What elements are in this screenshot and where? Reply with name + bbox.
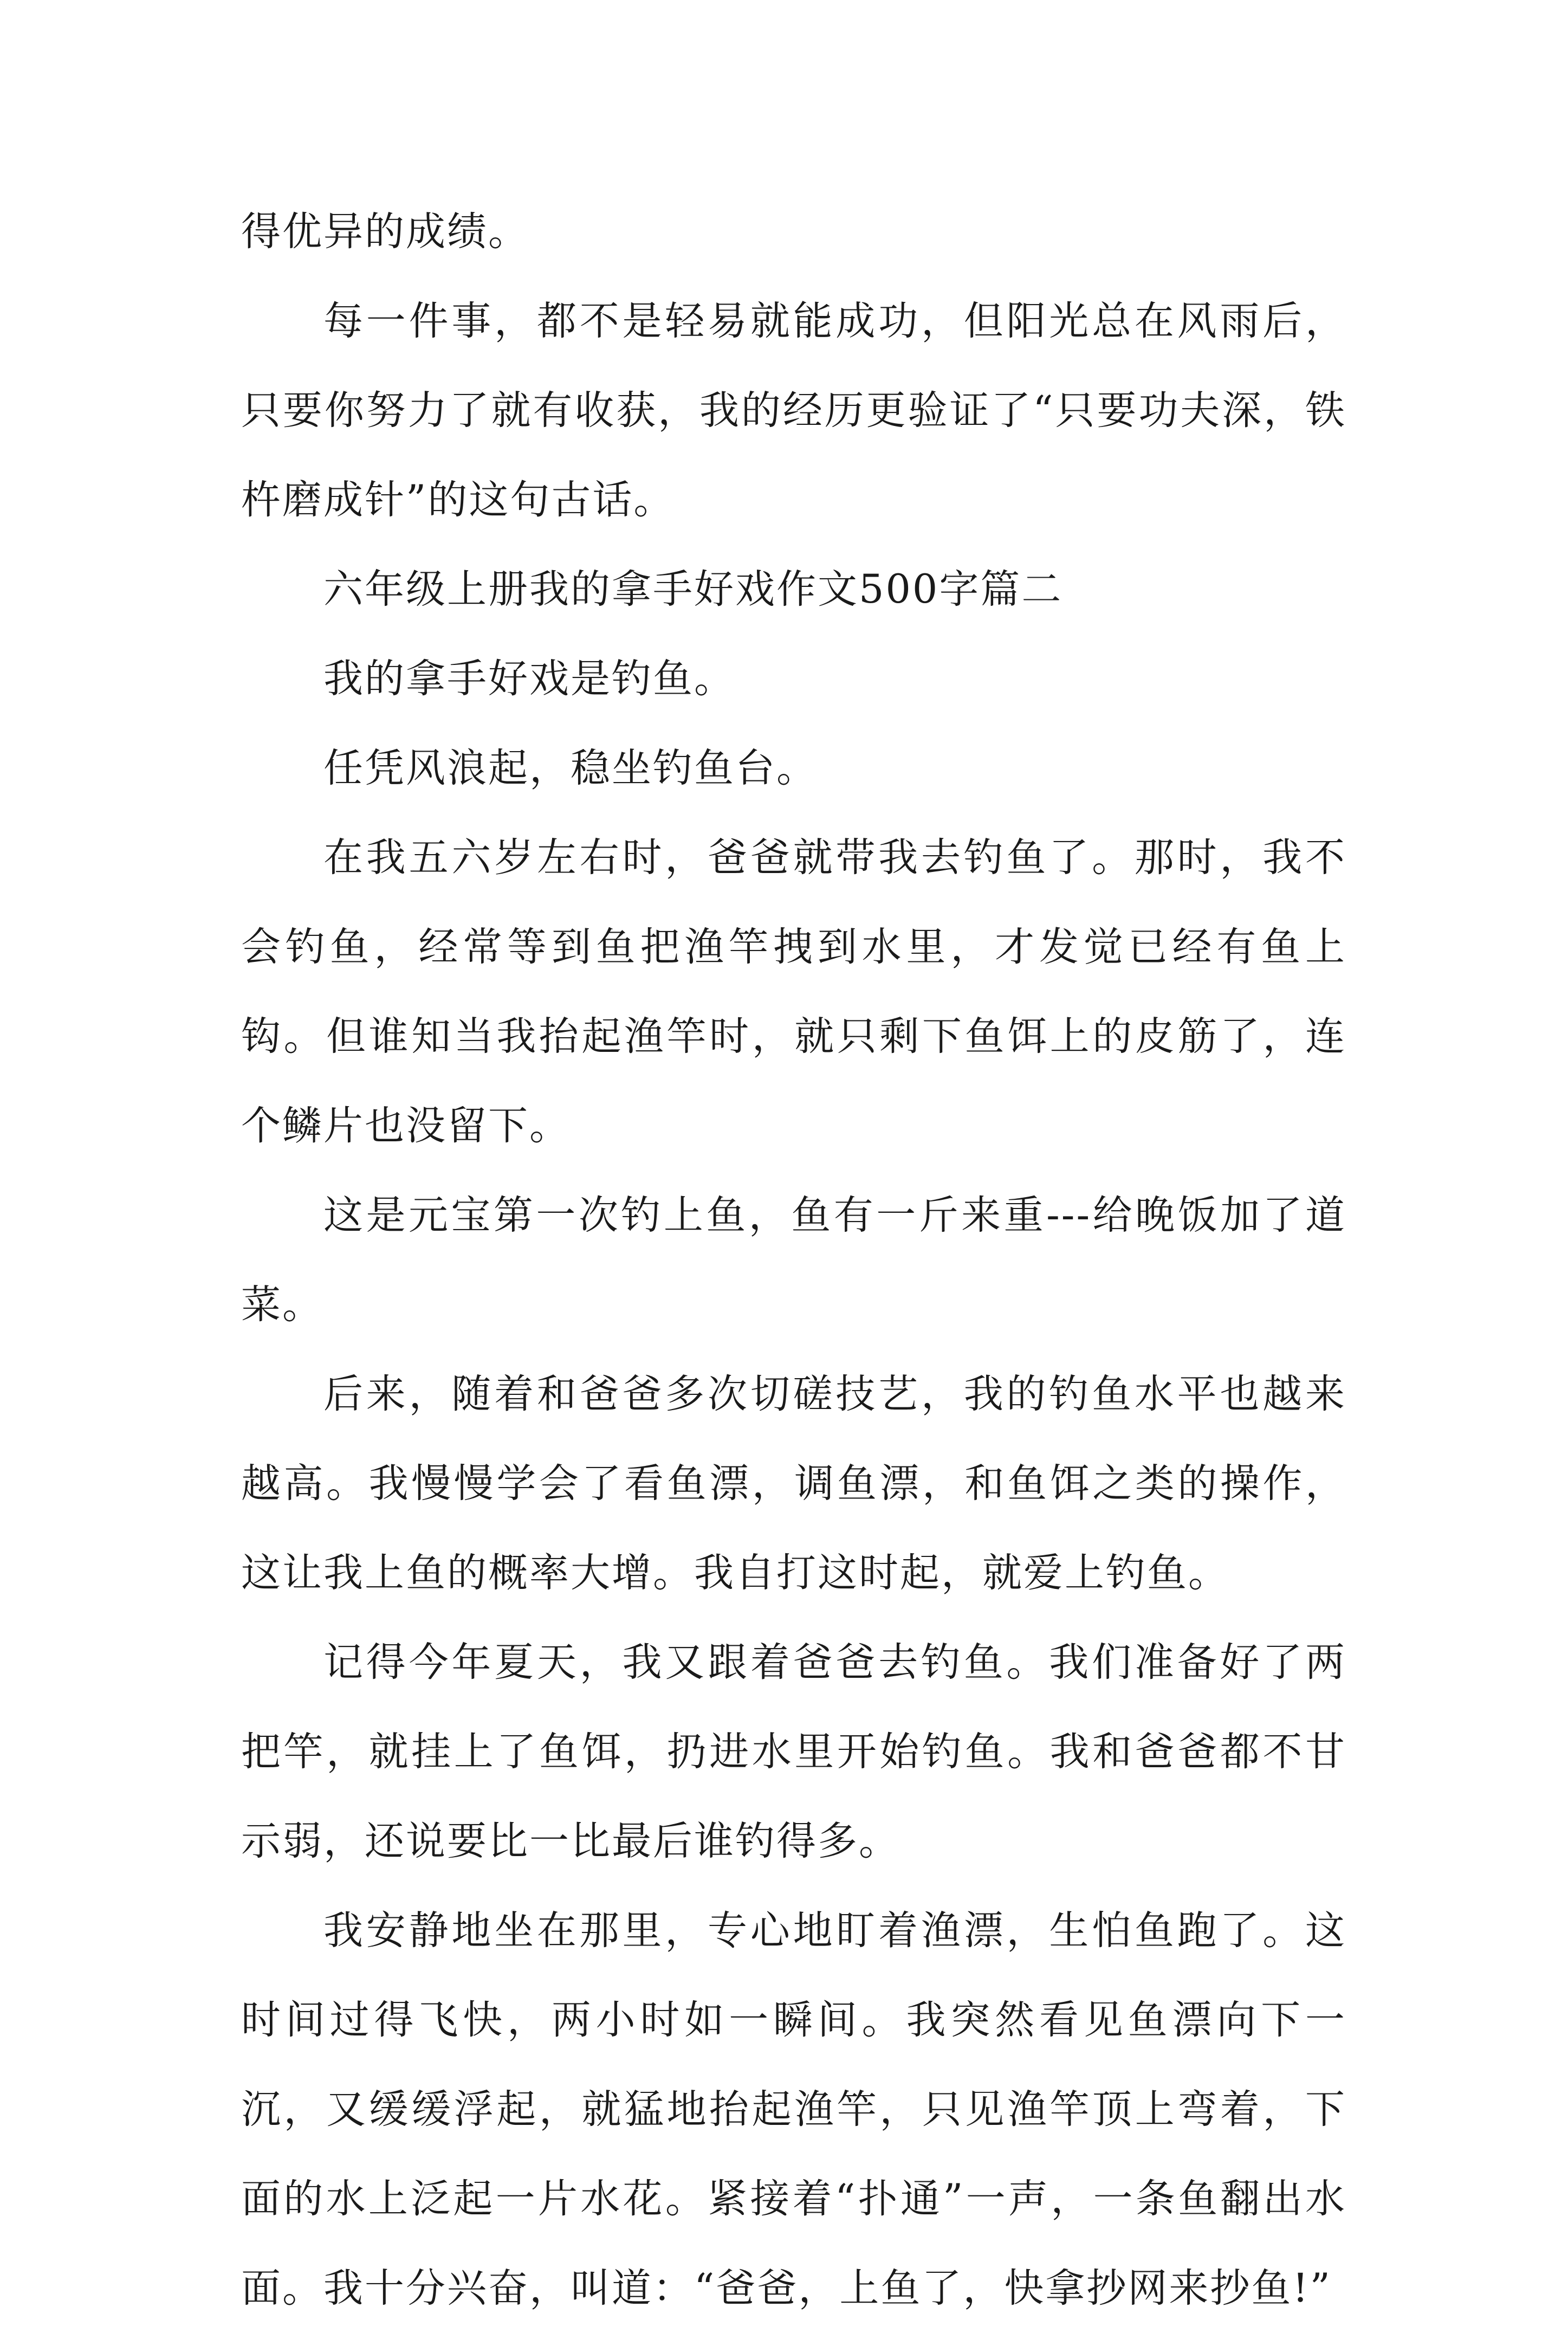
document-body xyxy=(241,187,1346,2333)
paragraph-summer: 记得今年夏天，我又跟着爸爸去钓鱼。我们准备好了两把竿，就挂上了鱼饵，扔进水里开始钓鱼。我和爸爸都不甘示弱，还说要比一比最后谁钓得多。 xyxy=(241,1639,1346,1864)
paragraph-saying: 任凭风浪起，稳坐钓鱼台。 xyxy=(323,745,818,791)
paragraph-improvement: 后来，随着和爸爸多次切磋技艺，我的钓鱼水平也越来越高。我慢慢学会了看鱼漂，调鱼漂，和鱼饵之类的操作，这让我上鱼的概率大增。我自打这时起，就爱上钓鱼。 xyxy=(241,1371,1346,1596)
paragraph-first-catch: 这是元宝第一次钓上鱼，鱼有一斤来重---给晚饭加了道菜。 xyxy=(241,1192,1346,1328)
paragraph-catching: 我安静地坐在那里，专心地盯着渔漂，生怕鱼跑了。这时间过得飞快，两小时如一瞬间。我突然看见鱼漂向下一沉，又缓缓浮起，就猛地抬起渔竿，只见渔竿顶上弯着，下面的水上泛起一片水花。紧接着“扑通”一声，一条鱼翻出水面。我十分兴奋，叫道：“爸爸，上鱼了，快拿抄网来抄鱼!” xyxy=(241,1908,1346,2311)
essay-heading: 六年级上册我的拿手好戏作文500字篇二 xyxy=(323,566,1063,612)
paragraph-intro: 我的拿手好戏是钓鱼。 xyxy=(323,656,735,702)
paragraph-continuation: 得优异的成绩。 xyxy=(241,209,529,255)
paragraph-childhood: 在我五六岁左右时，爸爸就带我去钓鱼了。那时，我不会钓鱼，经常等到鱼把渔竿拽到水里，才发觉已经有鱼上钩。但谁知当我抬起渔竿时，就只剩下鱼饵上的皮筋了，连个鳞片也没留下。 xyxy=(241,835,1346,1149)
paragraph-conclusion: 每一件事，都不是轻易就能成功，但阳光总在风雨后，只要你努力了就有收获，我的经历更验证了“只要功夫深，铁杵磨成针”的这句古话。 xyxy=(241,298,1346,523)
